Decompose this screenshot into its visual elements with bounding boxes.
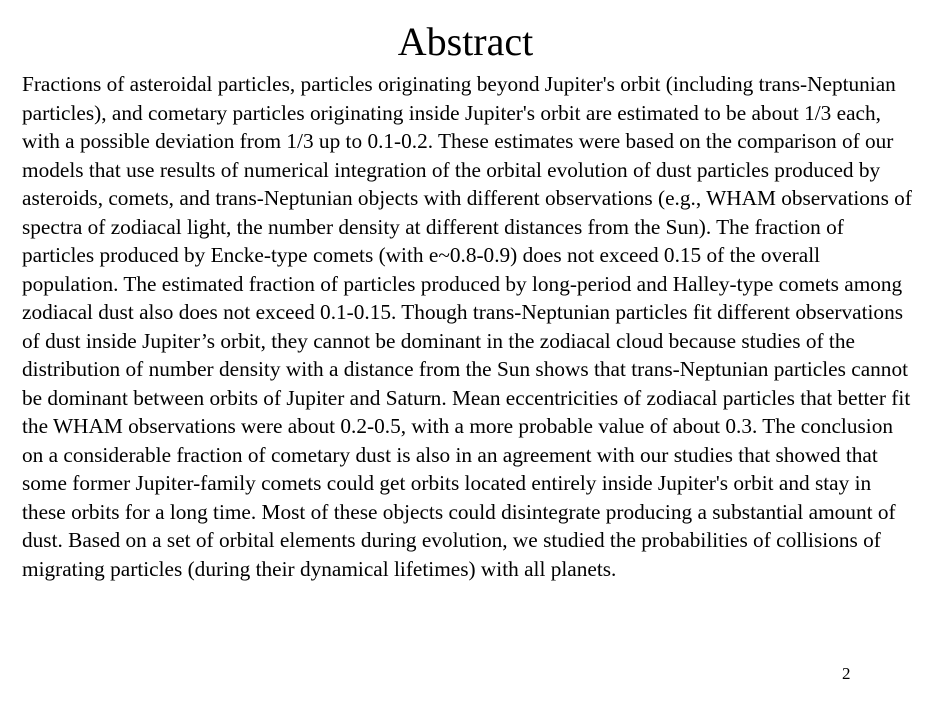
page-number: 2 xyxy=(842,664,851,683)
abstract-body-text: Fractions of asteroidal particles, particles originating beyond Jupiter's orbit (including trans-Neptunian particles), and cometary particles originating inside Jupiter's orbit are estimated to be about 1/3 each, with a possible deviation from 1/3 up to 0.1-0.2. These estimates were based on the comparison of our models that use results of numerical integration of the orbital evolution of dust particles produced by asteroids, comets, and trans-Neptunian objects with different observations (e.g., WHAM observations of spectra of zodiacal light, the number density at different distances from the Sun). The fraction of particles produced by Encke-type comets (with e~0.8-0.9) does not exceed 0.15 of the overall population. The estimated fraction of particles produced by long-period and Halley-type comets among zodiacal dust also does not exceed 0.1-0.15. Though trans-Neptunian particles fit different observations of dust inside Jupiter’s orbit, they cannot be dominant in the zodiacal cloud because studies of the distribution of number density with a distance from the Sun shows that trans-Neptunian particles cannot be dominant between orbits of Jupiter and Saturn. Mean eccentricities of zodiacal particles that better fit the WHAM observations were about 0.2-0.5, with a more probable value of about 0.3. The conclusion on a considerable fraction of cometary dust is also in an agreement with our studies that showed that some former Jupiter-family comets could get orbits located entirely inside Jupiter's orbit and stay in these orbits for a long time. Most of these objects could disintegrate producing a substantial amount of dust. Based on a set of orbital elements during evolution, we studied the probabilities of collisions of migrating particles (during their dynamical lifetimes) with all planets. xyxy=(22,72,912,581)
slide-title: Abstract xyxy=(397,19,534,64)
